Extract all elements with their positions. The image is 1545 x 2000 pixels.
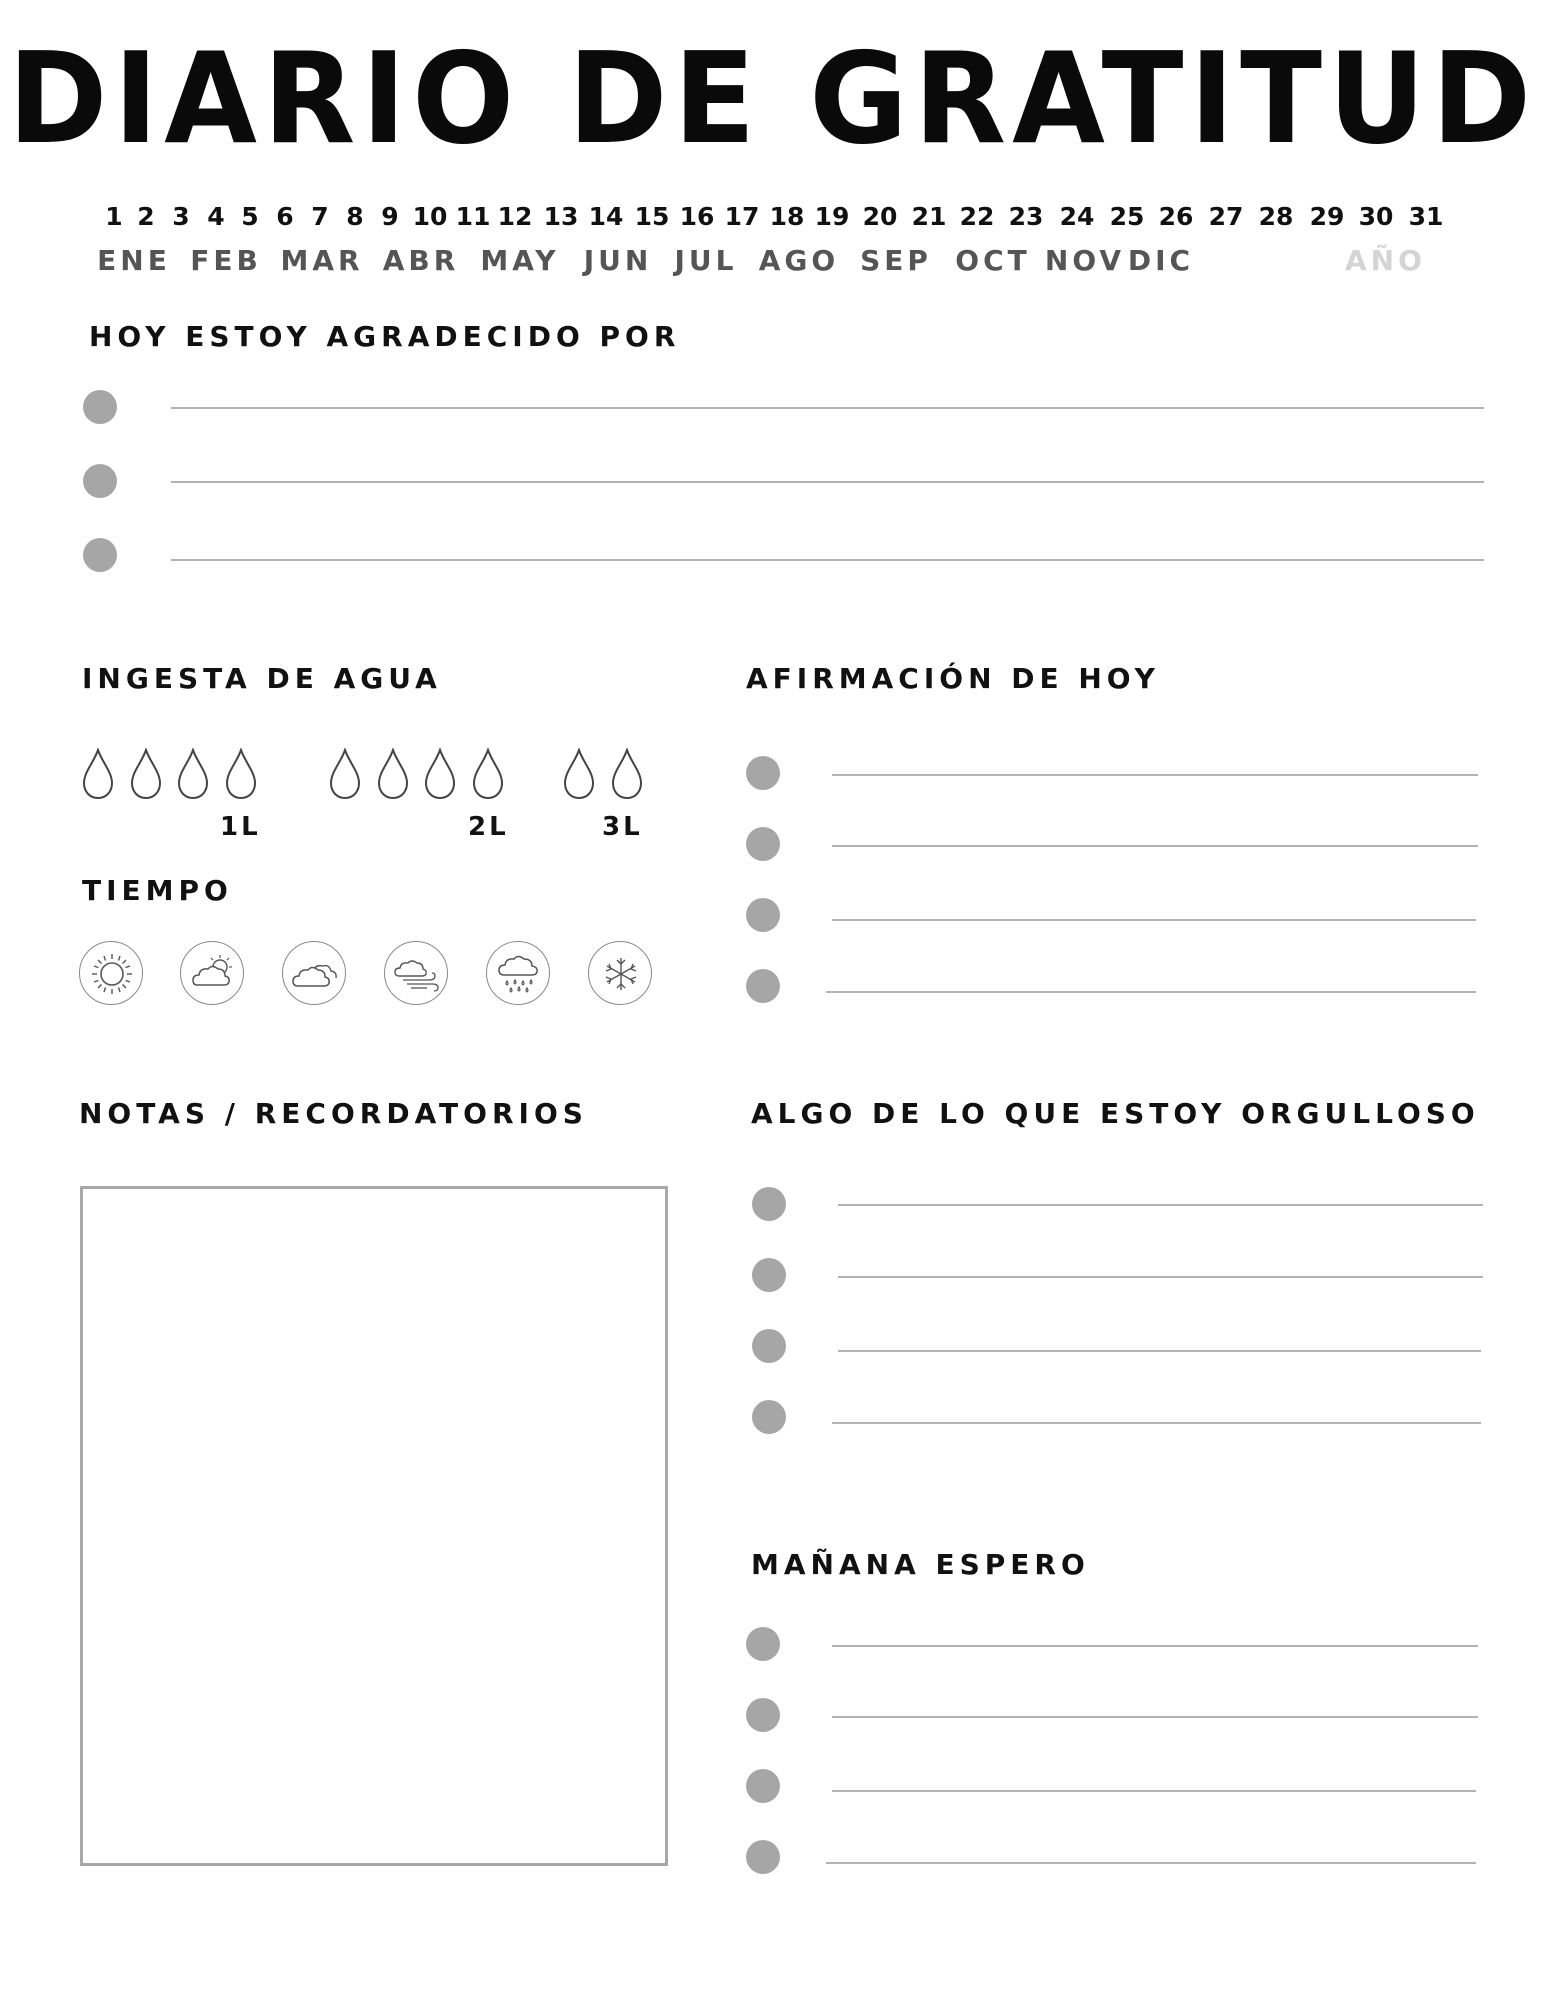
rain-icon[interactable]	[486, 941, 550, 1005]
month-oct[interactable]: OCT	[955, 244, 1031, 277]
affirmation-line[interactable]	[826, 991, 1476, 993]
grateful-heading: HOY ESTOY AGRADECIDO POR	[89, 320, 681, 353]
month-selector	[0, 244, 1545, 280]
tomorrow-bullet[interactable]	[746, 1698, 780, 1732]
water-drop-icon[interactable]	[471, 748, 505, 800]
day-15[interactable]: 15	[634, 202, 670, 231]
day-16[interactable]: 16	[679, 202, 715, 231]
month-feb[interactable]: FEB	[190, 244, 262, 277]
affirmation-line[interactable]	[832, 919, 1476, 921]
water-heading: INGESTA DE AGUA	[82, 662, 442, 695]
day-7[interactable]: 7	[311, 202, 329, 231]
proud-line[interactable]	[838, 1276, 1483, 1278]
proud-line[interactable]	[838, 1350, 1481, 1352]
month-may[interactable]: MAY	[480, 244, 560, 277]
water-drop-icon[interactable]	[423, 748, 457, 800]
day-25[interactable]: 25	[1109, 202, 1145, 231]
water-drop-icon[interactable]	[562, 748, 596, 800]
month-nov[interactable]: NOV	[1044, 244, 1126, 277]
tomorrow-heading: MAÑANA ESPERO	[751, 1548, 1090, 1581]
windy-icon[interactable]	[384, 941, 448, 1005]
day-21[interactable]: 21	[911, 202, 947, 231]
day-14[interactable]: 14	[588, 202, 624, 231]
affirmation-line[interactable]	[832, 845, 1478, 847]
proud-line[interactable]	[832, 1422, 1481, 1424]
day-9[interactable]: 9	[381, 202, 399, 231]
day-24[interactable]: 24	[1059, 202, 1095, 231]
tomorrow-bullet[interactable]	[746, 1840, 780, 1874]
month-jun[interactable]: JUN	[583, 244, 653, 277]
notes-heading: NOTAS / RECORDATORIOS	[79, 1097, 588, 1130]
month-sep[interactable]: SEP	[860, 244, 932, 277]
weather-heading: TIEMPO	[82, 874, 233, 907]
day-3[interactable]: 3	[172, 202, 190, 231]
proud-bullet[interactable]	[752, 1258, 786, 1292]
proud-bullet[interactable]	[752, 1400, 786, 1434]
affirmation-bullet[interactable]	[746, 827, 780, 861]
month-ene[interactable]: ENE	[97, 244, 171, 277]
day-5[interactable]: 5	[241, 202, 259, 231]
day-31[interactable]: 31	[1408, 202, 1444, 231]
grateful-line[interactable]	[171, 481, 1484, 483]
day-13[interactable]: 13	[543, 202, 579, 231]
water-label-3l: 3L	[602, 812, 643, 842]
water-drop-icon[interactable]	[328, 748, 362, 800]
water-drop-icon[interactable]	[129, 748, 163, 800]
cloudy-icon[interactable]	[282, 941, 346, 1005]
water-label-1l: 1L	[220, 812, 261, 842]
tomorrow-bullet[interactable]	[746, 1627, 780, 1661]
day-18[interactable]: 18	[769, 202, 805, 231]
grateful-bullet[interactable]	[83, 390, 117, 424]
day-19[interactable]: 19	[814, 202, 850, 231]
day-2[interactable]: 2	[137, 202, 155, 231]
sun-icon[interactable]	[79, 941, 143, 1005]
water-drop-icon[interactable]	[81, 748, 115, 800]
grateful-line[interactable]	[171, 559, 1484, 561]
proud-bullet[interactable]	[752, 1329, 786, 1363]
day-10[interactable]: 10	[412, 202, 448, 231]
proud-bullet[interactable]	[752, 1187, 786, 1221]
water-drop-icon[interactable]	[176, 748, 210, 800]
day-22[interactable]: 22	[959, 202, 995, 231]
day-11[interactable]: 11	[455, 202, 491, 231]
snow-icon[interactable]	[588, 941, 652, 1005]
day-29[interactable]: 29	[1309, 202, 1345, 231]
month-dic[interactable]: DIC	[1127, 244, 1195, 277]
month-mar[interactable]: MAR	[280, 244, 364, 277]
affirmation-bullet[interactable]	[746, 969, 780, 1003]
grateful-bullet[interactable]	[83, 464, 117, 498]
water-drop-icon[interactable]	[610, 748, 644, 800]
day-1[interactable]: 1	[105, 202, 123, 231]
day-6[interactable]: 6	[276, 202, 294, 231]
affirmation-heading: AFIRMACIÓN DE HOY	[746, 662, 1160, 695]
tomorrow-line[interactable]	[832, 1790, 1476, 1792]
tomorrow-line[interactable]	[826, 1862, 1476, 1864]
month-abr[interactable]: ABR	[382, 244, 460, 277]
notes-textarea[interactable]	[80, 1186, 668, 1866]
water-drop-icon[interactable]	[224, 748, 258, 800]
proud-line[interactable]	[838, 1204, 1483, 1206]
page-title: DIARIO DE GRATITUD	[7, 26, 1538, 173]
day-8[interactable]: 8	[346, 202, 364, 231]
day-12[interactable]: 12	[497, 202, 533, 231]
affirmation-bullet[interactable]	[746, 898, 780, 932]
tomorrow-bullet[interactable]	[746, 1769, 780, 1803]
grateful-line[interactable]	[171, 407, 1484, 409]
proud-heading: ALGO DE LO QUE ESTOY ORGULLOSO	[751, 1097, 1480, 1130]
water-drop-icon[interactable]	[376, 748, 410, 800]
month-ago[interactable]: AGO	[758, 244, 840, 277]
affirmation-line[interactable]	[832, 774, 1478, 776]
day-30[interactable]: 30	[1358, 202, 1394, 231]
tomorrow-line[interactable]	[832, 1645, 1478, 1647]
day-17[interactable]: 17	[724, 202, 760, 231]
year-field[interactable]: AÑO	[1345, 244, 1426, 277]
month-jul[interactable]: JUL	[674, 244, 738, 277]
partly-cloudy-icon[interactable]	[180, 941, 244, 1005]
day-selector	[0, 202, 1545, 236]
day-20[interactable]: 20	[862, 202, 898, 231]
water-label-2l: 2L	[468, 812, 509, 842]
tomorrow-line[interactable]	[832, 1716, 1478, 1718]
affirmation-bullet[interactable]	[746, 756, 780, 790]
day-26[interactable]: 26	[1158, 202, 1194, 231]
day-4[interactable]: 4	[207, 202, 225, 231]
grateful-bullet[interactable]	[83, 538, 117, 572]
day-28[interactable]: 28	[1258, 202, 1294, 231]
day-27[interactable]: 27	[1208, 202, 1244, 231]
day-23[interactable]: 23	[1008, 202, 1044, 231]
